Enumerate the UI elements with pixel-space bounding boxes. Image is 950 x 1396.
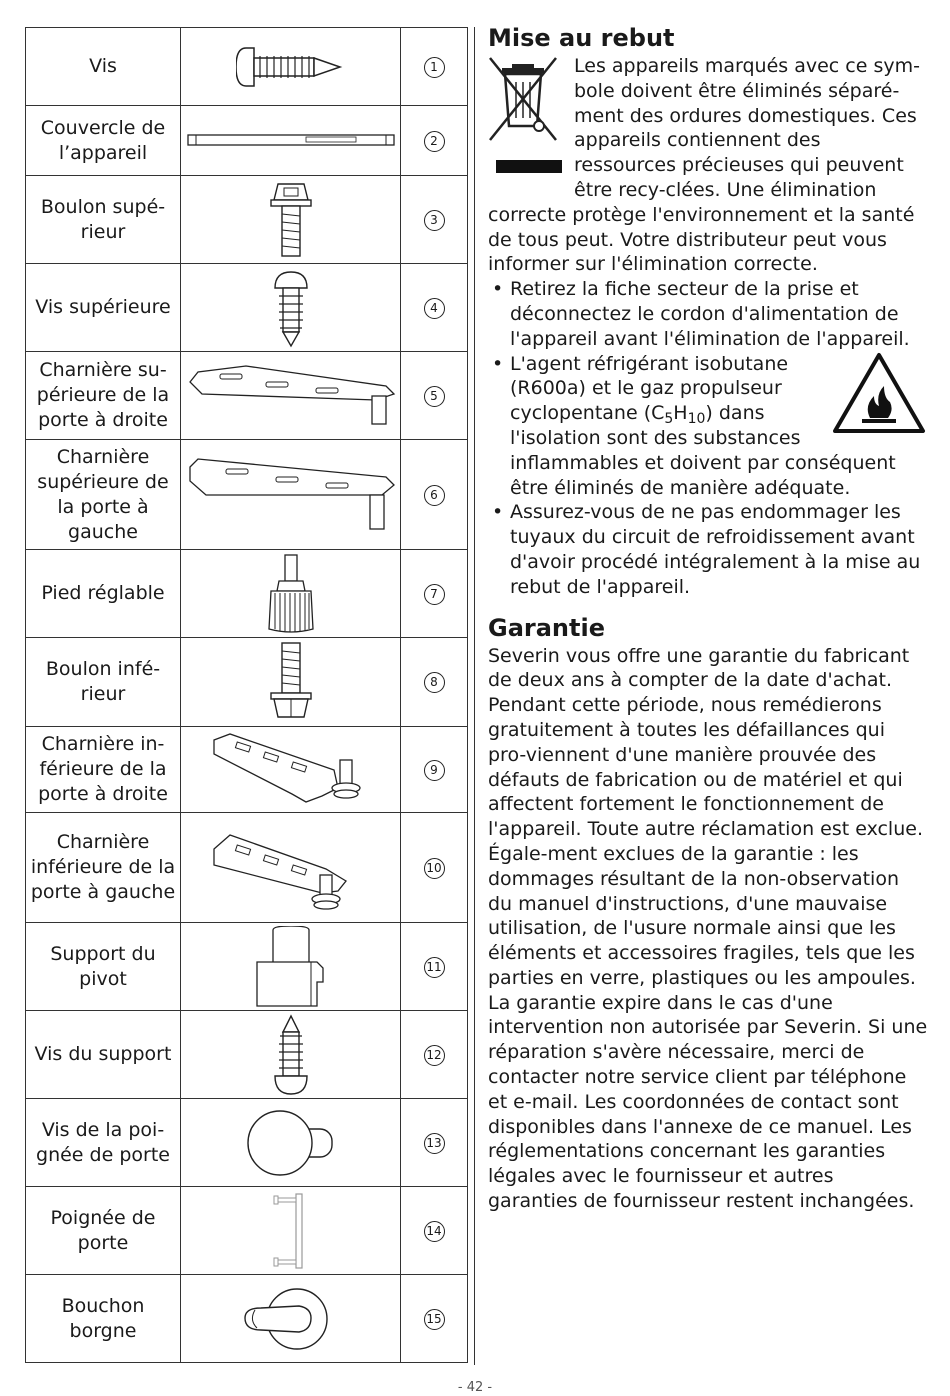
part-number: 15 [424,1309,445,1330]
part-name: Charnière su-périeure de la porte à droite [26,352,181,440]
page-number: - 42 - [457,1380,493,1395]
disposal-title: Mise au rebut [488,24,675,52]
part-number: 10 [424,858,445,879]
right-column [488,22,928,1214]
part-number: 13 [424,1133,445,1154]
part-number: 8 [424,672,445,693]
part-row-3 [26,176,468,264]
subscript: 10 [687,411,706,428]
subscript: 5 [664,411,674,428]
part-number: 4 [424,298,445,319]
column-divider [474,27,475,1365]
parts-table [25,27,468,1363]
part-number: 9 [424,760,445,781]
lower-bolt-icon [181,641,400,723]
bullet-text: H [673,402,688,425]
bullet-text: L'agent réfrigérant isobutane (R600a) et le gaz propulseur cyclopentane (C [510,352,789,425]
door-handle-icon [181,1190,400,1272]
warranty-text: Severin vous offre une garantie du fabricant de deux ans à compter de la date d'achat. Pendant cette période, nous remédierons gratuitement à toutes les défaillances qui pro-viennent d'une manière prouvée des défauts de fabrication ou de matériel et qui affectent fortement le fonctionnement de l'appareil. Toute autre réclamation est exclue. Égale-ment exclues de la garantie : les dommages résultant de la non-observation du manuel d'instructions, d'une mauvaise utilisation, de l'usure normale ainsi que les éléments et accessoires fragiles, tels que les parties en verre, plastiques ou les ampoules. La garantie expire dans le cas d'une intervention non autorisée par Severin. Si une réparation s'avère nécessaire, merci de contacter notre service client par téléphone et e-mail. Les coordonnées de contact sont disponibles dans l'annexe de ce manuel. Les réglementations concernant les garanties légales avec le fournisseur et autres garanties de fournisseur restent inchangées. [488,644,928,1213]
screw-icon [181,42,400,92]
part-name: Boulon infé-rieur [26,638,181,727]
part-number: 6 [424,485,445,506]
disposal-intro: Les appareils marqués avec ce sym-bole doivent être éliminés séparé-ment des ordures domestiques. Ces appareils contiennent des ressources précieuses qui peuvent être recy-clées. Une élimination correcte protège l'environnement et la santé de tous peut. Votre distributeur peut vous informer sur l'élimination correcte. [488,55,920,276]
part-name: Poignée de porte [26,1187,181,1275]
part-number: 11 [424,957,445,978]
part-row-7 [26,550,468,638]
blind-plug-icon [181,1284,400,1354]
part-number: 14 [424,1221,445,1242]
part-row-11 [26,923,468,1011]
support-screw-icon [181,1014,400,1096]
part-number: 1 [424,57,445,78]
part-name: Vis supérieure [26,264,181,352]
pivot-support-icon [181,926,400,1008]
part-number: 7 [424,584,445,605]
part-row-14 [26,1187,468,1275]
disposal-bullet: • Retirez la fiche secteur de la prise et déconnectez le cordon d'alimentation de l'appareil avant l'élimination de l'appareil. [488,277,928,351]
adjustable-foot-icon [181,553,400,635]
part-name: Boulon supé-rieur [26,176,181,264]
part-row-6 [26,440,468,550]
part-row-5 [26,352,468,440]
handle-screw-icon [181,1108,400,1178]
disposal-bullet: • Assurez-vous de ne pas endommager les tuyaux du circuit de refroidissement avant d'avoir procédé intégralement à la mise au rebut de l'appareil. [488,500,928,599]
flammable-warning-icon [832,352,928,438]
part-number: 5 [424,386,445,407]
part-name: Charnière in-férieure de la porte à droite [26,727,181,813]
part-name: Charnière inférieure de la porte à gauche [26,813,181,923]
part-name: Vis [26,28,181,106]
upper-right-hinge-icon [181,360,400,432]
part-number: 3 [424,210,445,231]
part-row-2 [26,106,468,176]
bullet-text: ) dans l'isolation sont des substances inflammables et doivent par conséquent être éliminés de manière adéquate. [510,402,896,499]
part-row-10 [26,813,468,923]
part-name: Bouchon borgne [26,1275,181,1363]
part-name: Support du pivot [26,923,181,1011]
upper-bolt-icon [181,180,400,260]
part-name: Charnière supérieure de la porte à gauche [26,440,181,550]
warranty-title: Garantie [488,613,605,642]
disposal-bullet [488,352,928,501]
part-name: Vis du support [26,1011,181,1099]
part-name: Pied réglable [26,550,181,638]
lower-right-hinge-icon [181,730,400,810]
disposal-bullets [488,277,928,599]
part-name: Vis de la poi-gnée de porte [26,1099,181,1187]
part-name: Couvercle de l’appareil [26,106,181,176]
part-row-15 [26,1275,468,1363]
lower-left-hinge-icon [181,825,400,911]
part-row-12 [26,1011,468,1099]
disposal-section [488,54,928,600]
crossed-out-bin-icon [488,54,570,184]
part-number: 2 [424,131,445,152]
part-row-8 [26,638,468,727]
part-number: 12 [424,1045,445,1066]
part-row-1 [26,28,468,106]
upper-left-hinge-icon [181,455,400,535]
part-row-4 [26,264,468,352]
part-row-9 [26,727,468,813]
upper-screw-icon [181,268,400,348]
part-row-13 [26,1099,468,1187]
cover-icon [181,131,400,151]
